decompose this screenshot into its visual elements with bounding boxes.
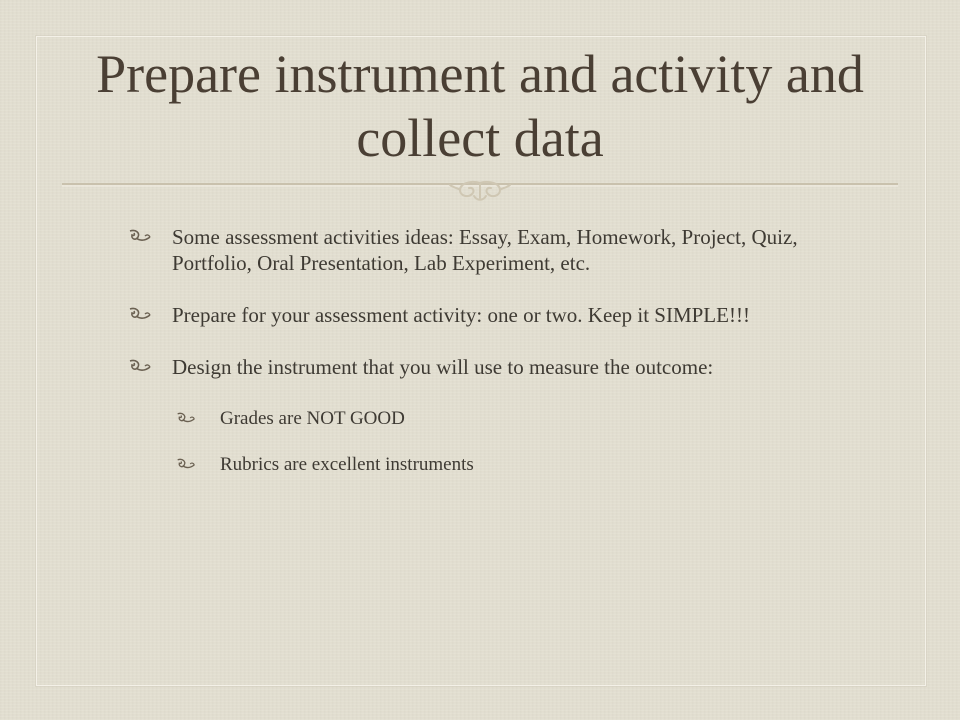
- fleuron-bullet-icon: [128, 306, 152, 322]
- fleuron-bullet-icon: [128, 358, 152, 374]
- bullet-text: Rubrics are excellent instruments: [220, 454, 474, 475]
- fleuron-bullet-icon: [176, 457, 196, 471]
- bullet-text: Some assessment activities ideas: Essay, Exam, Homework, Project, Quiz, Portfolio, Oral Presentation, Lab Experiment, etc.: [172, 225, 798, 275]
- fleuron-bullet-icon: [176, 411, 196, 425]
- ornamental-divider-icon: [62, 176, 898, 204]
- sub-bullet-item: [176, 452, 828, 478]
- slide-title: Prepare instrument and activity and collect data: [96, 44, 864, 168]
- bullet-item: [128, 354, 828, 380]
- bullet-text: Grades are NOT GOOD: [220, 408, 405, 429]
- bullet-text: Design the instrument that you will use to measure the outcome:: [172, 355, 714, 379]
- sub-bullet-item: [176, 406, 828, 432]
- fleuron-bullet-icon: [128, 228, 152, 244]
- bullet-item: [128, 224, 828, 276]
- bullet-text: Prepare for your assessment activity: one or two. Keep it SIMPLE!!!: [172, 303, 750, 327]
- bullet-item: [128, 302, 828, 328]
- bullet-list: [128, 224, 828, 498]
